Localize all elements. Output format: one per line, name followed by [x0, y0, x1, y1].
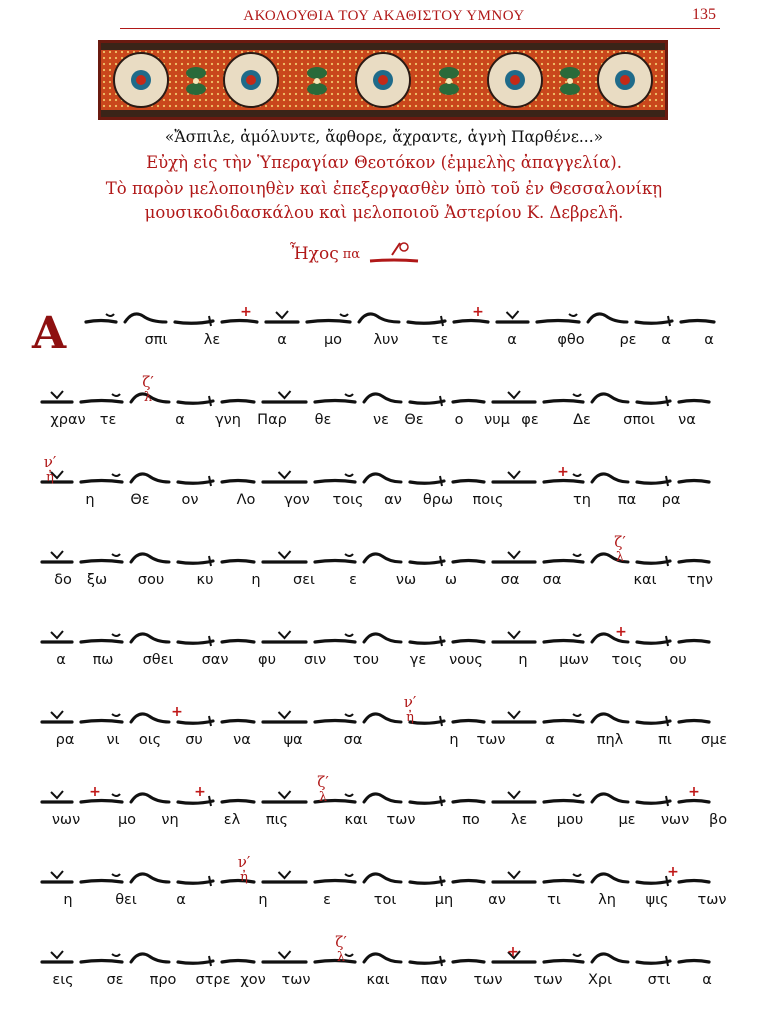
- syllable: α: [545, 732, 555, 748]
- syllable: Παρ: [257, 412, 287, 428]
- score-line: [0, 852, 768, 938]
- syllable: στι: [647, 972, 671, 988]
- ornamental-headpiece: [98, 40, 668, 120]
- mode-label: Ἦχος: [290, 244, 339, 264]
- plus-mark-icon: +: [615, 624, 627, 640]
- martyria-zo-mark: ζ′ λ: [317, 773, 329, 805]
- neume-glyphs: [0, 852, 768, 896]
- martyria-zo-mark: ζ′ λ: [614, 533, 626, 565]
- syllable: η: [85, 492, 95, 508]
- syllable: των: [697, 892, 727, 908]
- neume-row: [0, 532, 768, 576]
- syllable: φθο: [557, 332, 585, 348]
- syllable: νων: [660, 812, 690, 828]
- syllable: βο: [708, 812, 728, 828]
- score-line: [0, 932, 768, 1018]
- score-line: [0, 612, 768, 698]
- plus-mark-icon: +: [667, 864, 679, 880]
- syllable: ψα: [283, 732, 303, 748]
- syllable-row: [0, 652, 768, 678]
- neume-row: [0, 932, 768, 976]
- neume-glyphs: [0, 932, 768, 976]
- syllable: Χρι: [587, 972, 613, 988]
- syllable: των: [473, 972, 503, 988]
- syllable: α: [176, 892, 186, 908]
- syllable: ω: [444, 572, 458, 588]
- syllable: μο: [323, 332, 343, 348]
- plus-mark-icon: +: [171, 704, 183, 720]
- syllable: μων: [559, 652, 589, 668]
- plus-mark-icon: +: [557, 464, 569, 480]
- syllable: σα: [343, 732, 363, 748]
- syllable: η: [518, 652, 528, 668]
- martyria-zo-mark: ζ′ λ: [335, 933, 347, 965]
- mode-martyria-icon: [364, 237, 424, 271]
- syllable: φυ: [258, 652, 276, 668]
- plus-mark-icon: +: [472, 304, 484, 320]
- syllable-row: [0, 972, 768, 998]
- syllable: λη: [598, 892, 616, 908]
- syllable: ο: [454, 412, 464, 428]
- neume-row: [0, 372, 768, 416]
- syllable: μη: [434, 892, 454, 908]
- syllable: πις: [265, 812, 289, 828]
- neume-glyphs: [0, 612, 768, 656]
- syllable: των: [533, 972, 563, 988]
- syllable: νυμ: [484, 412, 510, 428]
- syllable: οις: [138, 732, 162, 748]
- syllable-row: [0, 732, 768, 758]
- syllable: α: [507, 332, 517, 348]
- syllable: σπι: [144, 332, 168, 348]
- syllable: συ: [185, 732, 203, 748]
- syllable: η: [449, 732, 459, 748]
- syllable: η: [63, 892, 73, 908]
- syllable: των: [386, 812, 416, 828]
- syllable: τε: [99, 412, 117, 428]
- syllable: χον: [240, 972, 266, 988]
- syllable: Δε: [573, 412, 591, 428]
- syllable: α: [704, 332, 714, 348]
- syllable: μου: [556, 812, 584, 828]
- syllable: Θε: [404, 412, 424, 428]
- syllable: λε: [510, 812, 528, 828]
- syllable: νι: [106, 732, 120, 748]
- syllable: α: [661, 332, 671, 348]
- syllable: σε: [106, 972, 124, 988]
- syllable: πω: [92, 652, 114, 668]
- syllable: νε: [373, 412, 389, 428]
- syllable: νη: [161, 812, 179, 828]
- subtitle-line-2: Τὸ παρὸν μελοποιηθὲν καὶ ἐπεξεργασθὲν ὑπὸ τοῦ ἐν Θεσσαλονίκῃ: [105, 179, 663, 198]
- mode-signature-letters: πα: [342, 246, 361, 262]
- syllable: Θε: [130, 492, 150, 508]
- initial-letter: Α: [32, 308, 67, 359]
- syllable: λυν: [373, 332, 399, 348]
- syllable: στρε: [195, 972, 231, 988]
- neume-glyphs: [0, 292, 768, 336]
- neume-glyphs: [0, 692, 768, 736]
- syllable: νων: [51, 812, 81, 828]
- subtitle-line-3: μουσικοδιδασκάλου καὶ μελοποιοῦ Ἀστερίου Κ. Δεβρελῆ.: [144, 203, 624, 222]
- plus-mark-icon: +: [240, 304, 252, 320]
- neume-glyphs: [0, 372, 768, 416]
- syllable: θει: [115, 892, 137, 908]
- martyria-ni-mark: ν′ ἠ: [237, 853, 251, 885]
- score-line: [0, 372, 768, 458]
- score-line: [0, 452, 768, 538]
- syllable: σου: [137, 572, 165, 588]
- syllable: τι: [547, 892, 561, 908]
- syllable: α: [56, 652, 66, 668]
- syllable: Λο: [236, 492, 256, 508]
- syllable: φε: [521, 412, 539, 428]
- syllable: α: [277, 332, 287, 348]
- syllable: α: [702, 972, 712, 988]
- syllable: χραν: [50, 412, 86, 428]
- syllable: γνη: [215, 412, 241, 428]
- syllable: σθει: [142, 652, 174, 668]
- syllable: παν: [420, 972, 448, 988]
- syllable: η: [258, 892, 268, 908]
- syllable: σα: [500, 572, 520, 588]
- subtitle-line-1: Εὐχὴ εἰς τὴν Ὑπεραγίαν Θεοτόκον (ἐμμελὴς ἀπαγγελία).: [146, 153, 622, 172]
- syllable: σμε: [700, 732, 728, 748]
- syllable: με: [618, 812, 636, 828]
- syllable: ε: [349, 572, 357, 588]
- syllable: των: [281, 972, 311, 988]
- neume-row: [0, 452, 768, 496]
- syllable: πο: [462, 812, 480, 828]
- headpiece-illustration: [101, 43, 665, 117]
- page-number: 135: [692, 6, 716, 23]
- syllable: και: [633, 572, 657, 588]
- syllable: θρω: [422, 492, 454, 508]
- syllable: τοι: [373, 892, 397, 908]
- syllable: και: [344, 812, 368, 828]
- syllable: πα: [617, 492, 637, 508]
- syllable-row: [0, 332, 768, 358]
- syllable: του: [353, 652, 379, 668]
- syllable: εις: [52, 972, 74, 988]
- syllable: κυ: [196, 572, 214, 588]
- syllable: ε: [323, 892, 331, 908]
- syllable: θε: [314, 412, 332, 428]
- score-line: [0, 692, 768, 778]
- plus-mark-icon: +: [89, 784, 101, 800]
- syllable: τοις: [611, 652, 643, 668]
- syllable: πηλ: [596, 732, 624, 748]
- syllable-row: [0, 892, 768, 918]
- page-header: [0, 4, 768, 30]
- syllable: των: [476, 732, 506, 748]
- syllable: να: [678, 412, 696, 428]
- syllable: σει: [293, 572, 315, 588]
- neume-row: [0, 612, 768, 656]
- neume-glyphs: [0, 772, 768, 816]
- syllable: μο: [117, 812, 137, 828]
- syllable: νω: [395, 572, 417, 588]
- syllable: αν: [488, 892, 506, 908]
- syllable: νους: [449, 652, 483, 668]
- neume-row: [0, 772, 768, 816]
- syllable: τοις: [332, 492, 364, 508]
- syllable: ου: [669, 652, 687, 668]
- score-line: [0, 532, 768, 618]
- syllable-row: [0, 412, 768, 438]
- syllable: γε: [409, 652, 427, 668]
- syllable: πι: [658, 732, 672, 748]
- syllable: σα: [542, 572, 562, 588]
- syllable: ποις: [472, 492, 504, 508]
- syllable: την: [686, 572, 714, 588]
- neume-glyphs: [0, 452, 768, 496]
- syllable: ξω: [86, 572, 108, 588]
- syllable: τε: [431, 332, 449, 348]
- neume-row: [0, 692, 768, 736]
- score-line: [0, 772, 768, 858]
- syllable: ρε: [619, 332, 637, 348]
- martyria-zo-mark: ζ′ λ: [142, 373, 154, 405]
- syllable: ρα: [55, 732, 75, 748]
- syllable: και: [366, 972, 390, 988]
- martyria-ni-mark: ν′ ἠ: [403, 693, 417, 725]
- plus-mark-icon: +: [688, 784, 700, 800]
- syllable-row: [0, 492, 768, 518]
- mode-signature: [290, 234, 424, 274]
- neume-row: [0, 292, 768, 336]
- plus-mark-icon: +: [194, 784, 206, 800]
- syllable: η: [251, 572, 261, 588]
- syllable: να: [233, 732, 251, 748]
- syllable: σιν: [303, 652, 327, 668]
- syllable: σποι: [623, 412, 655, 428]
- syllable: τη: [573, 492, 591, 508]
- neume-row: [0, 852, 768, 896]
- syllable: α: [175, 412, 185, 428]
- header-rule: [120, 28, 720, 29]
- running-title: ΑΚΟΛΟΥΘΙΑ ΤΟΥ ΑΚΑΘΙΣΤΟΥ ΥΜΝΟΥ: [243, 8, 525, 24]
- syllable: ελ: [223, 812, 241, 828]
- syllable-row: [0, 812, 768, 838]
- syllable: δο: [54, 572, 72, 588]
- syllable: ψις: [645, 892, 669, 908]
- syllable: σαν: [201, 652, 229, 668]
- neume-glyphs: [0, 532, 768, 576]
- score-line: [0, 292, 768, 378]
- martyria-ni-mark: ν′ ἠ: [43, 453, 57, 485]
- syllable-row: [0, 572, 768, 598]
- syllable: ρα: [661, 492, 681, 508]
- syllable: λε: [203, 332, 221, 348]
- syllable: προ: [149, 972, 177, 988]
- plus-mark-icon: +: [507, 944, 519, 960]
- incipit-text: «Ἄσπιλε, ἀμόλυντε, ἄφθορε, ἄχραντε, ἁγνὴ Παρθένε...»: [164, 128, 604, 146]
- syllable: γον: [284, 492, 310, 508]
- syllable: αν: [384, 492, 402, 508]
- syllable: ον: [181, 492, 199, 508]
